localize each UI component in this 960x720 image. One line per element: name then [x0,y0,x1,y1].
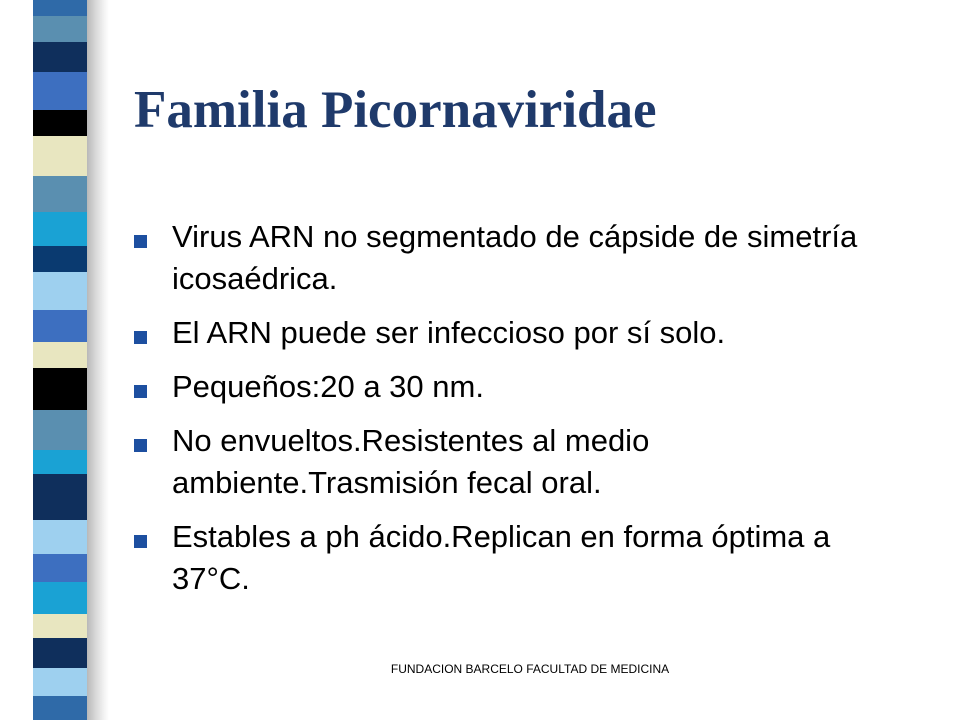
stripe-block [33,410,87,450]
stripe-block [33,520,87,554]
stripe-block [33,668,87,696]
stripe-block [33,582,87,614]
stripe-block [33,368,87,410]
bullet-item [126,420,886,504]
bullet-text: Virus ARN no segmentado de cápside de simetría icosaédrica. [172,219,858,296]
stripe-shadow [87,0,109,720]
square-bullet-icon [134,535,147,548]
stripe-block [33,342,87,368]
bullet-item [126,216,886,300]
stripe-block [33,16,87,42]
stripe-block [33,42,87,72]
stripe-block [33,310,87,342]
slide-title: Familia Picornaviridae [134,81,657,139]
bullet-text: Estables a ph ácido.Replican en forma óptima a 37°C. [172,519,831,596]
stripe-block [33,450,87,474]
bullet-item [126,516,886,600]
square-bullet-icon [134,331,147,344]
stripe-block [33,614,87,638]
stripe-block [33,272,87,310]
stripe-block [33,136,87,176]
stripe-block [33,554,87,582]
stripe-block [33,72,87,110]
bullet-item [126,366,886,408]
bullet-item [126,312,886,354]
stripe-block [33,638,87,668]
stripe-block [33,246,87,272]
slide-footer: FUNDACION BARCELO FACULTAD DE MEDICINA [390,662,670,676]
stripe-block [33,176,87,212]
square-bullet-icon [134,235,147,248]
bullet-text: No envueltos.Resistentes al medio ambiente.Trasmisión fecal oral. [172,423,650,500]
stripe-block [33,0,87,16]
decorative-stripe-bar [33,0,87,720]
stripe-block [33,474,87,520]
bullet-list [126,216,886,612]
stripe-block [33,696,87,720]
square-bullet-icon [134,385,147,398]
stripe-block [33,212,87,246]
stripe-block [33,110,87,136]
square-bullet-icon [134,439,147,452]
bullet-text: Pequeños:20 a 30 nm. [172,369,484,404]
bullet-text: El ARN puede ser infeccioso por sí solo. [172,315,726,350]
